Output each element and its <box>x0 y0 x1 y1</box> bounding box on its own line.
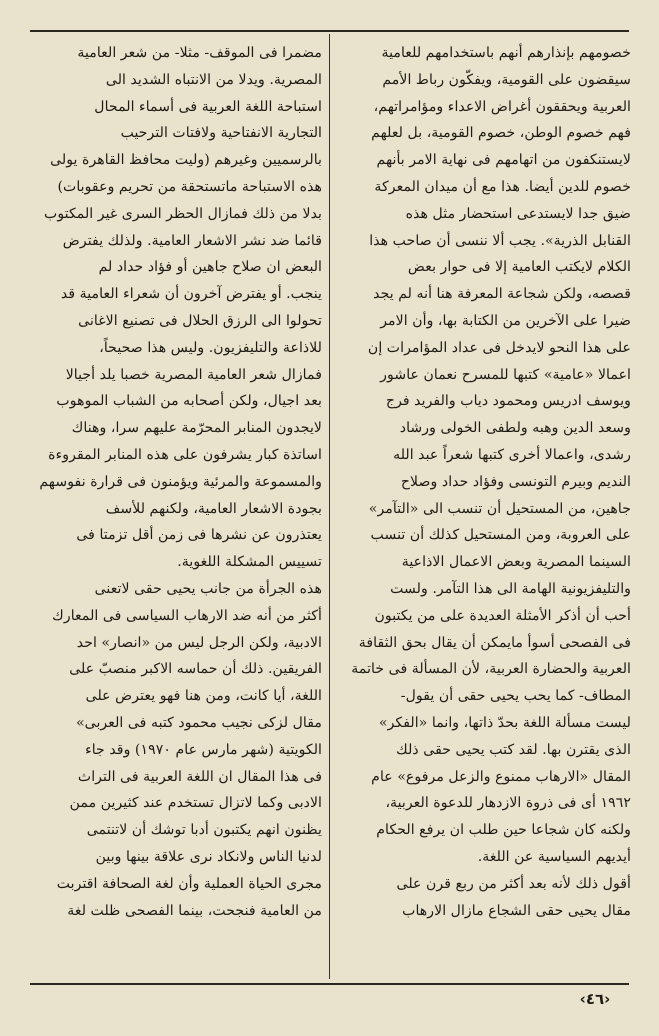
text-line: القنابل الذرية». يجب ألا ننسى أن صاحب هذا <box>369 232 631 249</box>
text-line: خصومهم بإنذارهم أنهم باستخدامهم للعامية <box>381 45 631 61</box>
bottom-rule <box>30 983 629 985</box>
text-line: ضيق جدا لايستدعى استحضار مثل هذه <box>405 205 631 222</box>
right-column <box>343 40 631 924</box>
text-line: والتليفزيونية الهامة الى هذا التآمر. ولست <box>390 580 631 597</box>
text-line: سيقضون على القومية، ويفكّون رباط الأمم <box>382 71 631 88</box>
text-line: رشدى، واعمالا أخرى كتبها شعراً عبد الله <box>393 446 631 463</box>
text-line: ١٩٦٢ أى فى ذروة الازدهار للدعوة العربية، <box>385 795 631 812</box>
text-line: المصرية. ويدلا من الانتباه الشديد الى <box>105 71 322 88</box>
text-line: فى هذا المقال ان اللغة العربية فى التراث <box>77 768 322 785</box>
text-line: الكويتية (شهر مارس عام ١٩٧٠) وقد جاء <box>85 741 322 758</box>
text-line: مقال يحيى حقى الشجاع مازال الارهاب <box>402 902 631 919</box>
text-line: مقال لزكى نجيب محمود كتبه فى العربى» <box>75 714 322 731</box>
text-line: السينما المصرية وبعض الاعمال الاذاعية <box>401 554 631 571</box>
text-line: النديم وبيرم التونسى وفؤاد حداد وصلاح <box>400 473 631 490</box>
text-line: المقال «الارهاب ممنوع والزعل مرفوع» عام <box>371 768 631 785</box>
text-line: الادبى وكما لاتزال تستخدم عند كثيرين ممن <box>69 795 322 812</box>
text-line: ضيرا على الآخرين من الكتابة بها، وأن الامر <box>380 312 631 329</box>
text-line: فمازال شعر العامية المصرية خصبا يلد أجيالا <box>65 366 322 383</box>
text-line: على هذا النحو لايدخل فى عداد المؤامرات إن <box>367 339 631 356</box>
text-line: خصوم للدين أيضا. هذا مع أن ميدان المعركة <box>374 178 631 195</box>
text-line: استباحة اللغة العربية فى أسماء المحال <box>94 98 322 115</box>
text-line: أحب أن أذكر الأمثلة العديدة على من يكتبون <box>374 607 631 624</box>
text-line: لايجدون المنابر المحرّمة عليهم سرا، وهناك <box>71 420 322 437</box>
text-line: والمسموعة والمرئية ويؤمنون فى قرارة نفوسهم <box>39 473 322 490</box>
text-line: مضمرا فى الموقف- مثلا- من شعر العامية <box>77 45 322 61</box>
text-line: من العامية فنجحت، بينما الفصحى ظلت لغة <box>67 902 322 919</box>
text-line: يظنون انهم يكتبون أدبا توشك أن لاتنتمى <box>86 822 322 839</box>
text-line: الفريقين. ذلك أن حماسه الاكبر منصبّ على <box>69 661 322 678</box>
text-line: اللغة، أيا كانت، ومن هنا فهو يعترض على <box>85 688 322 705</box>
text-line: بدلا من ذلك فمازال الحظر السرى غير المكتوب <box>43 205 322 222</box>
text-line: الادبية، ولكن الرجل ليس من «انصار» احد <box>76 634 322 651</box>
text-line: ولكنه كان شجاعا حين طلب ان يرفع الحكام <box>376 822 631 839</box>
text-line: قائما ضد نشر الاشعار العامية. ولذلك يفترض <box>62 232 322 249</box>
text-line: يعتذرون عن نشرها فى زمن أقل تزمتا فى <box>76 527 322 544</box>
column-divider <box>329 34 330 979</box>
top-rule <box>30 30 629 32</box>
text-line: وسعد الدين وهبه ولطفى الخولى ورشاد <box>399 420 631 437</box>
text-line: لايستنكفون من اتهامهم فى نهاية الامر بأنهم <box>376 152 631 169</box>
text-line: تسييس المشكلة اللغوية. <box>177 554 322 571</box>
text-line: قصصه، ولكن شجاعة المعرفة هنا أنه لم يجد <box>373 286 631 303</box>
text-line: العربية والحضارة العربية، لأن المسألة فى خاتمة <box>351 661 631 678</box>
text-line: تحولوا الى الرزق الحلال فى تصنيع الاغانى <box>78 312 322 329</box>
text-line: فهم خصوم الوطن، خصوم القومية، بل لعلهم <box>371 125 631 142</box>
text-line: فى الفصحى أسوأ مايمكن أن يقال بحق الثقافة <box>358 634 631 651</box>
text-line: المطاف- كما يحب يحيى حقى أن يقول- <box>400 688 631 705</box>
text-line: هذه الجرأة من جانب يحيى حقى لاتعنى <box>94 580 322 597</box>
text-line: بجودة الاشعار العامية، ولكنهم للأسف <box>105 500 322 517</box>
text-line: هذه الاستباحة ماتستحقة من تحريم وعقوبات) <box>57 178 322 195</box>
text-line: مجرى الحياة العملية وأن لغة الصحافة اقتربت <box>56 875 322 892</box>
text-line: أكثر من أنه ضد الارهاب السياسى فى المعارك <box>52 607 322 624</box>
text-line: الكلام لايكتب العامية إلا فى حوار بعض <box>407 259 631 276</box>
text-line: أيديهم السياسية عن اللغة. <box>477 848 631 865</box>
text-line: اساتذة كبار يشرفون على هذه المنابر المقروءة <box>48 446 322 463</box>
text-line: ليست مسألة اللغة بحدّ ذاتها، وانما «الفكر» <box>378 714 631 731</box>
page-number: ‹٤٦› <box>579 990 611 1008</box>
text-line: العربية ويحققون أغراض الاعداء ومؤامراتهم، <box>373 98 631 115</box>
text-line: بالرسميين وغيرهم (وليت محافظ القاهرة يولى <box>50 152 322 169</box>
text-line: لدنيا الناس ولانكاد نرى علاقة بينها وبين <box>95 848 322 865</box>
text-line: على العروبة، ومن المستحيل كذلك أن تنسب <box>370 527 631 544</box>
text-line: البعض ان صلاح جاهين أو فؤاد حداد لم <box>98 259 322 276</box>
text-line: بعد اجيال، ولكن أصحابه من الشباب الموهوب <box>56 393 322 410</box>
text-line: للاذاعة والتليفزيون. وليس هذا صحيحاً، <box>99 339 322 356</box>
left-column <box>34 40 322 924</box>
text-line: ويوسف ادريس ومحمود دياب والفريد فرج <box>385 393 631 410</box>
text-line: ينجب. أو يفترض آخرون أن شعراء العامية قد <box>60 286 322 303</box>
text-line: أقول ذلك لأنه بعد أكثر من ربع قرن على <box>396 875 631 892</box>
text-line: التجارية الانفتاحية ولافتات الترحيب <box>120 125 322 142</box>
text-line: جاهين، من المستحيل أن تنسب الى «التآمر» <box>368 500 631 517</box>
text-line: الذى يقترن بها. لقد كتب يحيى حقى ذلك <box>396 741 631 758</box>
text-line: اعمالا «عامية» كتبها للمسرح نعمان عاشور <box>380 366 631 383</box>
